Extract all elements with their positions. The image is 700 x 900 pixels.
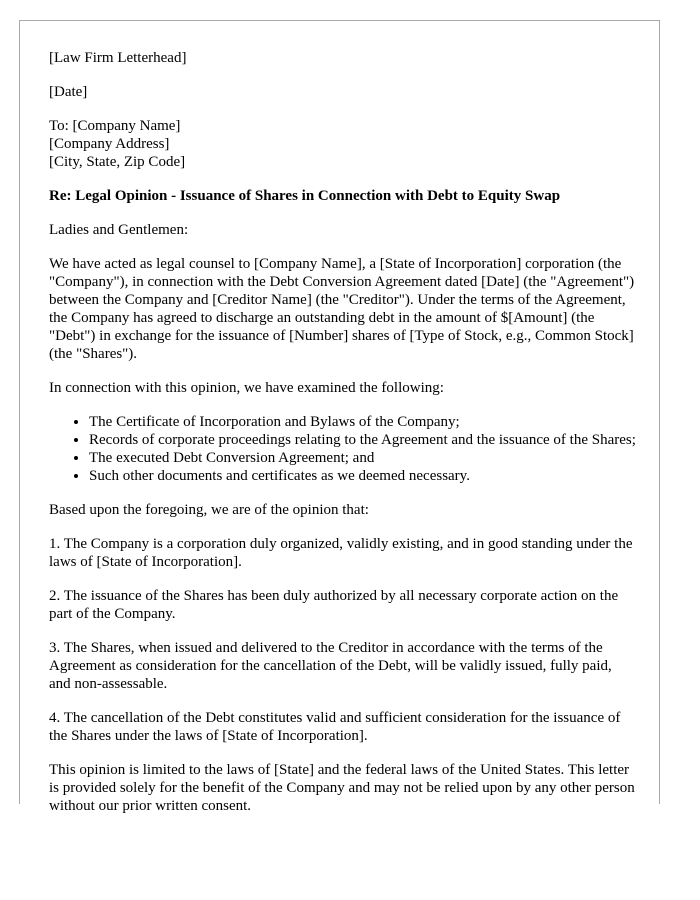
- opinion-item: 1. The Company is a corporation duly organized, validly existing, and in good standing under the laws of [State of Incorporation].: [49, 536, 633, 570]
- examined-documents-list: [49, 413, 637, 485]
- opinion-item: 2. The issuance of the Shares has been duly authorized by all necessary corporate action on the part of the Company.: [49, 588, 619, 622]
- opinion-item: 4. The cancellation of the Debt constitutes valid and sufficient consideration for the issuance of the Shares under the laws of [State of Incorporation].: [49, 710, 621, 744]
- examined-intro: In connection with this opinion, we have examined the following:: [49, 380, 444, 396]
- letter-body: [49, 49, 637, 831]
- intro-paragraph: We have acted as legal counsel to [Company Name], a [State of Incorporation] corporation (the "Company"), in connection with the Debt Conversion Agreement dated [Date] (the "Agreement") between the Company and [Creditor Name] (the "Creditor"). Under the terms of the Agreement, the Company has agreed to discharge an outstanding debt in the amount of $[Amount] (the "Debt") in exchange for the issuance of [Number] shares of [Type of Stock, e.g., Common Stock] (the "Shares").: [49, 256, 635, 362]
- letter-date: [Date]: [49, 84, 88, 100]
- opinion-item: 3. The Shares, when issued and delivered to the Creditor in accordance with the terms of the Agreement as consideration for the cancellation of the Debt, will be validly issued, fully paid, and non-assessable.: [49, 640, 612, 692]
- recipient-name: To: [Company Name]: [49, 118, 181, 134]
- opinion-intro: Based upon the foregoing, we are of the opinion that:: [49, 502, 369, 518]
- subject-line: Re: Legal Opinion - Issuance of Shares in Connection with Debt to Equity Swap: [49, 188, 561, 204]
- limitation-paragraph: This opinion is limited to the laws of [State] and the federal laws of the United States. This letter is provided solely for the benefit of the Company and may not be relied upon by any other person without our prior written consent.: [49, 762, 635, 814]
- list-item: • The Certificate of Incorporation and Bylaws of the Company;: [89, 413, 637, 431]
- list-item: • The executed Debt Conversion Agreement; and: [89, 449, 637, 467]
- recipient-address: [Company Address]: [49, 136, 170, 152]
- list-item: • Such other documents and certificates as we deemed necessary.: [89, 467, 637, 485]
- letter-page: [19, 20, 660, 814]
- list-item: • Records of corporate proceedings relating to the Agreement and the issuance of the Shares;: [89, 431, 637, 449]
- letterhead: [Law Firm Letterhead]: [49, 50, 187, 66]
- recipient-city: [City, State, Zip Code]: [49, 154, 186, 170]
- salutation: Ladies and Gentlemen:: [49, 222, 189, 238]
- recipient-block: [49, 117, 637, 171]
